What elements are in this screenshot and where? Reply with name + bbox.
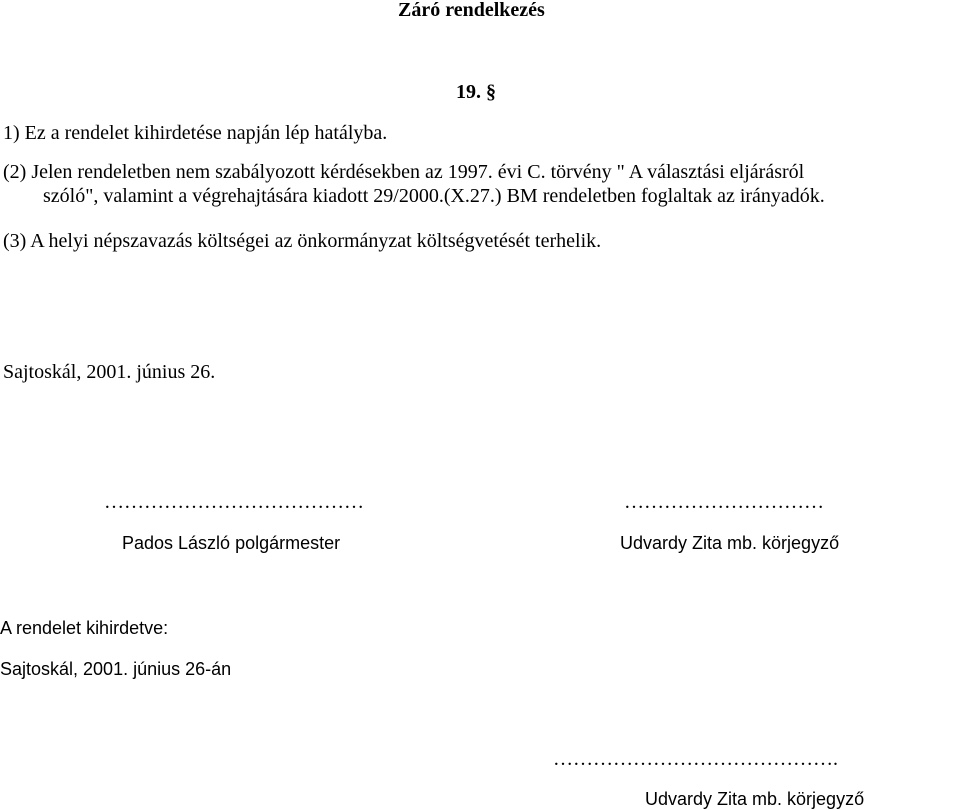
announcement-signature-name: Udvardy Zita mb. körjegyző — [645, 789, 865, 809]
announcement-date: Sajtoskál, 2001. június 26-án — [0, 659, 232, 679]
paragraph-2-line-1: (2) Jelen rendeletben nem szabályozott kérdésekben az 1997. évi C. törvény " A választási eljárásról — [3, 161, 805, 183]
section-title: Záró rendelkezés — [398, 0, 545, 21]
signature-line-left: ………………………………… — [104, 491, 364, 513]
paragraph-number: 19. § — [456, 81, 496, 103]
paragraph-2 — [3, 160, 958, 208]
paragraph-3: (3) A helyi népszavazás költségei az önkormányzat költségvetését terhelik. — [3, 230, 602, 252]
signature-line-right: ………………………… — [624, 491, 824, 513]
announcement-label: A rendelet kihirdetve: — [0, 618, 169, 638]
signature-name-left: Pados László polgármester — [122, 533, 341, 553]
signature-name-right: Udvardy Zita mb. körjegyző — [620, 533, 840, 553]
paragraph-1: 1) Ez a rendelet kihirdetése napján lép hatályba. — [3, 122, 388, 144]
place-date: Sajtoskál, 2001. június 26. — [3, 361, 216, 383]
paragraph-2-line-2: szóló", valamint a végrehajtására kiadott 29/2000.(X.27.) BM rendeletben foglaltak az irányadók. — [43, 185, 825, 207]
announcement-signature-line: ……………………………………. — [553, 748, 838, 770]
